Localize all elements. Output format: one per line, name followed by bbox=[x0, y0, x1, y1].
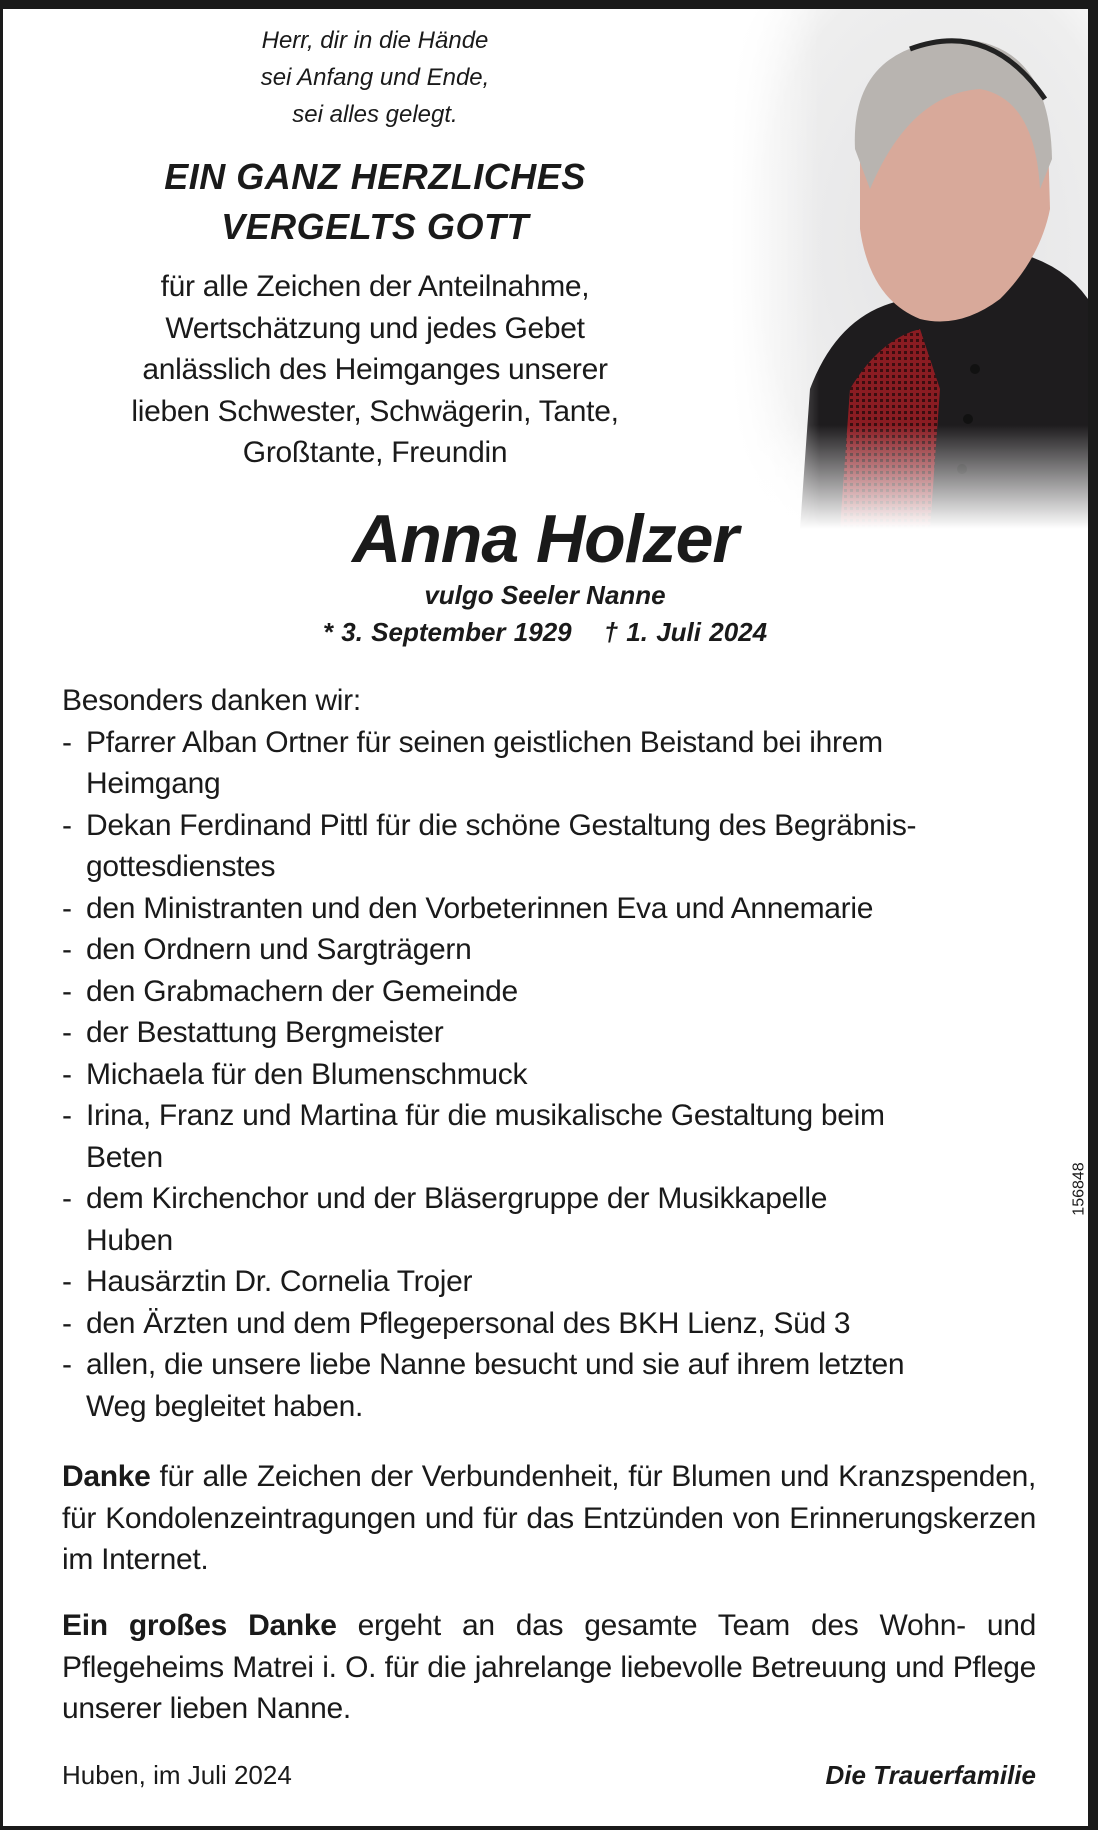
thanks-text bbox=[60, 266, 690, 474]
para-bold: Ein großes Danke bbox=[62, 1609, 337, 1642]
place-date: Huben, im Juli 2024 bbox=[62, 1760, 292, 1790]
thanks-line: Großtante, Freundin bbox=[242, 436, 508, 469]
list-item-line: den Ärzten und dem Pflegepersonal des BKH Lienz, Süd 3 bbox=[86, 1306, 851, 1340]
para-text: für alle Zeichen der Verbundenheit, für Blumen und Kranzspenden, für Kondolenzeintragungen und für das Entzünden von Erinnerungskerzen im Internet. bbox=[62, 1460, 1036, 1576]
life-dates bbox=[240, 617, 850, 648]
list-dash: - bbox=[62, 1057, 72, 1091]
list-item bbox=[62, 1344, 1036, 1427]
list-item-line: der Bestattung Bergmeister bbox=[86, 1016, 444, 1049]
list-item-line: Beten bbox=[86, 1140, 163, 1174]
list-item-text bbox=[86, 1261, 472, 1303]
birth-date: * 3. September 1929 bbox=[322, 617, 572, 647]
list-item-line: den Ordnern und Sargträgern bbox=[86, 933, 472, 966]
quote-line: sei Anfang und Ende, bbox=[260, 64, 490, 91]
list-item-line: den Grabmachern der Gemeinde bbox=[86, 974, 518, 1008]
special-thanks-list bbox=[62, 680, 1036, 1427]
thanks-paragraph-2 bbox=[62, 1605, 1036, 1730]
list-dash: - bbox=[62, 891, 72, 925]
list-item-line: Dekan Ferdinand Pittl für die schöne Gestaltung des Begräbnis- bbox=[86, 808, 917, 842]
list-item bbox=[62, 1095, 1036, 1178]
list-item bbox=[62, 1261, 1036, 1303]
heading-line: VERGELTS GOTT bbox=[221, 206, 529, 247]
list-item bbox=[62, 805, 1036, 888]
quote-line: sei alles gelegt. bbox=[292, 101, 458, 128]
list-item-line: Irina, Franz und Martina für die musikalische Gestaltung beim bbox=[86, 1099, 885, 1132]
list-item-line: Huben bbox=[86, 1223, 173, 1257]
list-dash: - bbox=[62, 1182, 72, 1215]
list-item-text bbox=[86, 722, 883, 805]
list-dash: - bbox=[62, 974, 72, 1008]
para-text: ergeht an das gesamte Team des Wohn- und Pflegeheims Matrei i. O. für die jahrelange liebevolle Betreuung und Pflege unserer lieben Nanne. bbox=[62, 1609, 1036, 1725]
list-dash: - bbox=[62, 808, 72, 842]
list-item-line: Michaela für den Blumenschmuck bbox=[86, 1057, 528, 1091]
thanks-paragraph-1 bbox=[62, 1456, 1036, 1581]
thanks-line: Wertschätzung und jedes Gebet bbox=[165, 311, 585, 345]
deceased-name: Anna Holzer bbox=[352, 501, 738, 577]
death-date: † 1. Juli 2024 bbox=[603, 617, 768, 647]
list-dash: - bbox=[62, 725, 72, 759]
list-item-line: den Ministranten und den Vorbeterinnen Eva und Annemarie bbox=[86, 891, 874, 925]
quote-line: Herr, dir in die Hände bbox=[261, 27, 489, 54]
nickname: vulgo Seeler Nanne bbox=[424, 580, 666, 610]
list-dash: - bbox=[62, 1265, 72, 1298]
list-item bbox=[62, 1178, 1036, 1261]
signature: Die Trauerfamilie bbox=[825, 1760, 1036, 1790]
thanks-line: für alle Zeichen der Anteilnahme, bbox=[160, 270, 590, 303]
list-item-text bbox=[86, 1095, 885, 1178]
list-item bbox=[62, 1054, 1036, 1096]
list-item-line: Weg begleitet haben. bbox=[86, 1389, 363, 1423]
list-item-text bbox=[86, 971, 518, 1013]
list-item-line: gottesdienstes bbox=[86, 850, 276, 883]
list-item-text bbox=[86, 1344, 904, 1427]
list-dash: - bbox=[62, 1016, 72, 1049]
heading bbox=[60, 152, 690, 252]
list-item bbox=[62, 722, 1036, 805]
list-item bbox=[62, 888, 1036, 930]
para-bold: Danke bbox=[62, 1460, 151, 1493]
list-dash: - bbox=[62, 1306, 72, 1340]
list-item-line: dem Kirchenchor und der Bläsergruppe der Musikkapelle bbox=[86, 1182, 828, 1215]
special-thanks-intro: Besonders danken wir: bbox=[62, 684, 361, 717]
list-item-text bbox=[86, 805, 916, 888]
list-item-text bbox=[86, 888, 873, 930]
heading-line: EIN GANZ HERZLICHES bbox=[164, 156, 586, 197]
ad-code: 156848 bbox=[1070, 1162, 1088, 1216]
list-item-line: allen, die unsere liebe Nanne besucht und sie auf ihrem letzten bbox=[86, 1348, 905, 1381]
list-item-text bbox=[86, 929, 472, 971]
bible-quote bbox=[60, 22, 690, 133]
list-item-text bbox=[86, 1303, 850, 1345]
list-item-line: Hausärztin Dr. Cornelia Trojer bbox=[86, 1265, 473, 1298]
list-item-line: Heimgang bbox=[86, 767, 221, 800]
list-item-text bbox=[86, 1054, 527, 1096]
list-item-text bbox=[86, 1012, 443, 1054]
list-dash: - bbox=[62, 1099, 72, 1132]
thanks-line: anlässlich des Heimganges unserer bbox=[142, 353, 608, 386]
list-item bbox=[62, 929, 1036, 971]
list-item-line: Pfarrer Alban Ortner für seinen geistlichen Beistand bei ihrem bbox=[86, 725, 883, 759]
list-dash: - bbox=[62, 1348, 72, 1381]
list-item bbox=[62, 1012, 1036, 1054]
list-dash: - bbox=[62, 933, 72, 966]
thanks-line: lieben Schwester, Schwägerin, Tante, bbox=[131, 394, 619, 428]
list-item bbox=[62, 1303, 1036, 1345]
list-item-text bbox=[86, 1178, 827, 1261]
portrait-photo bbox=[730, 9, 1088, 529]
list-item bbox=[62, 971, 1036, 1013]
